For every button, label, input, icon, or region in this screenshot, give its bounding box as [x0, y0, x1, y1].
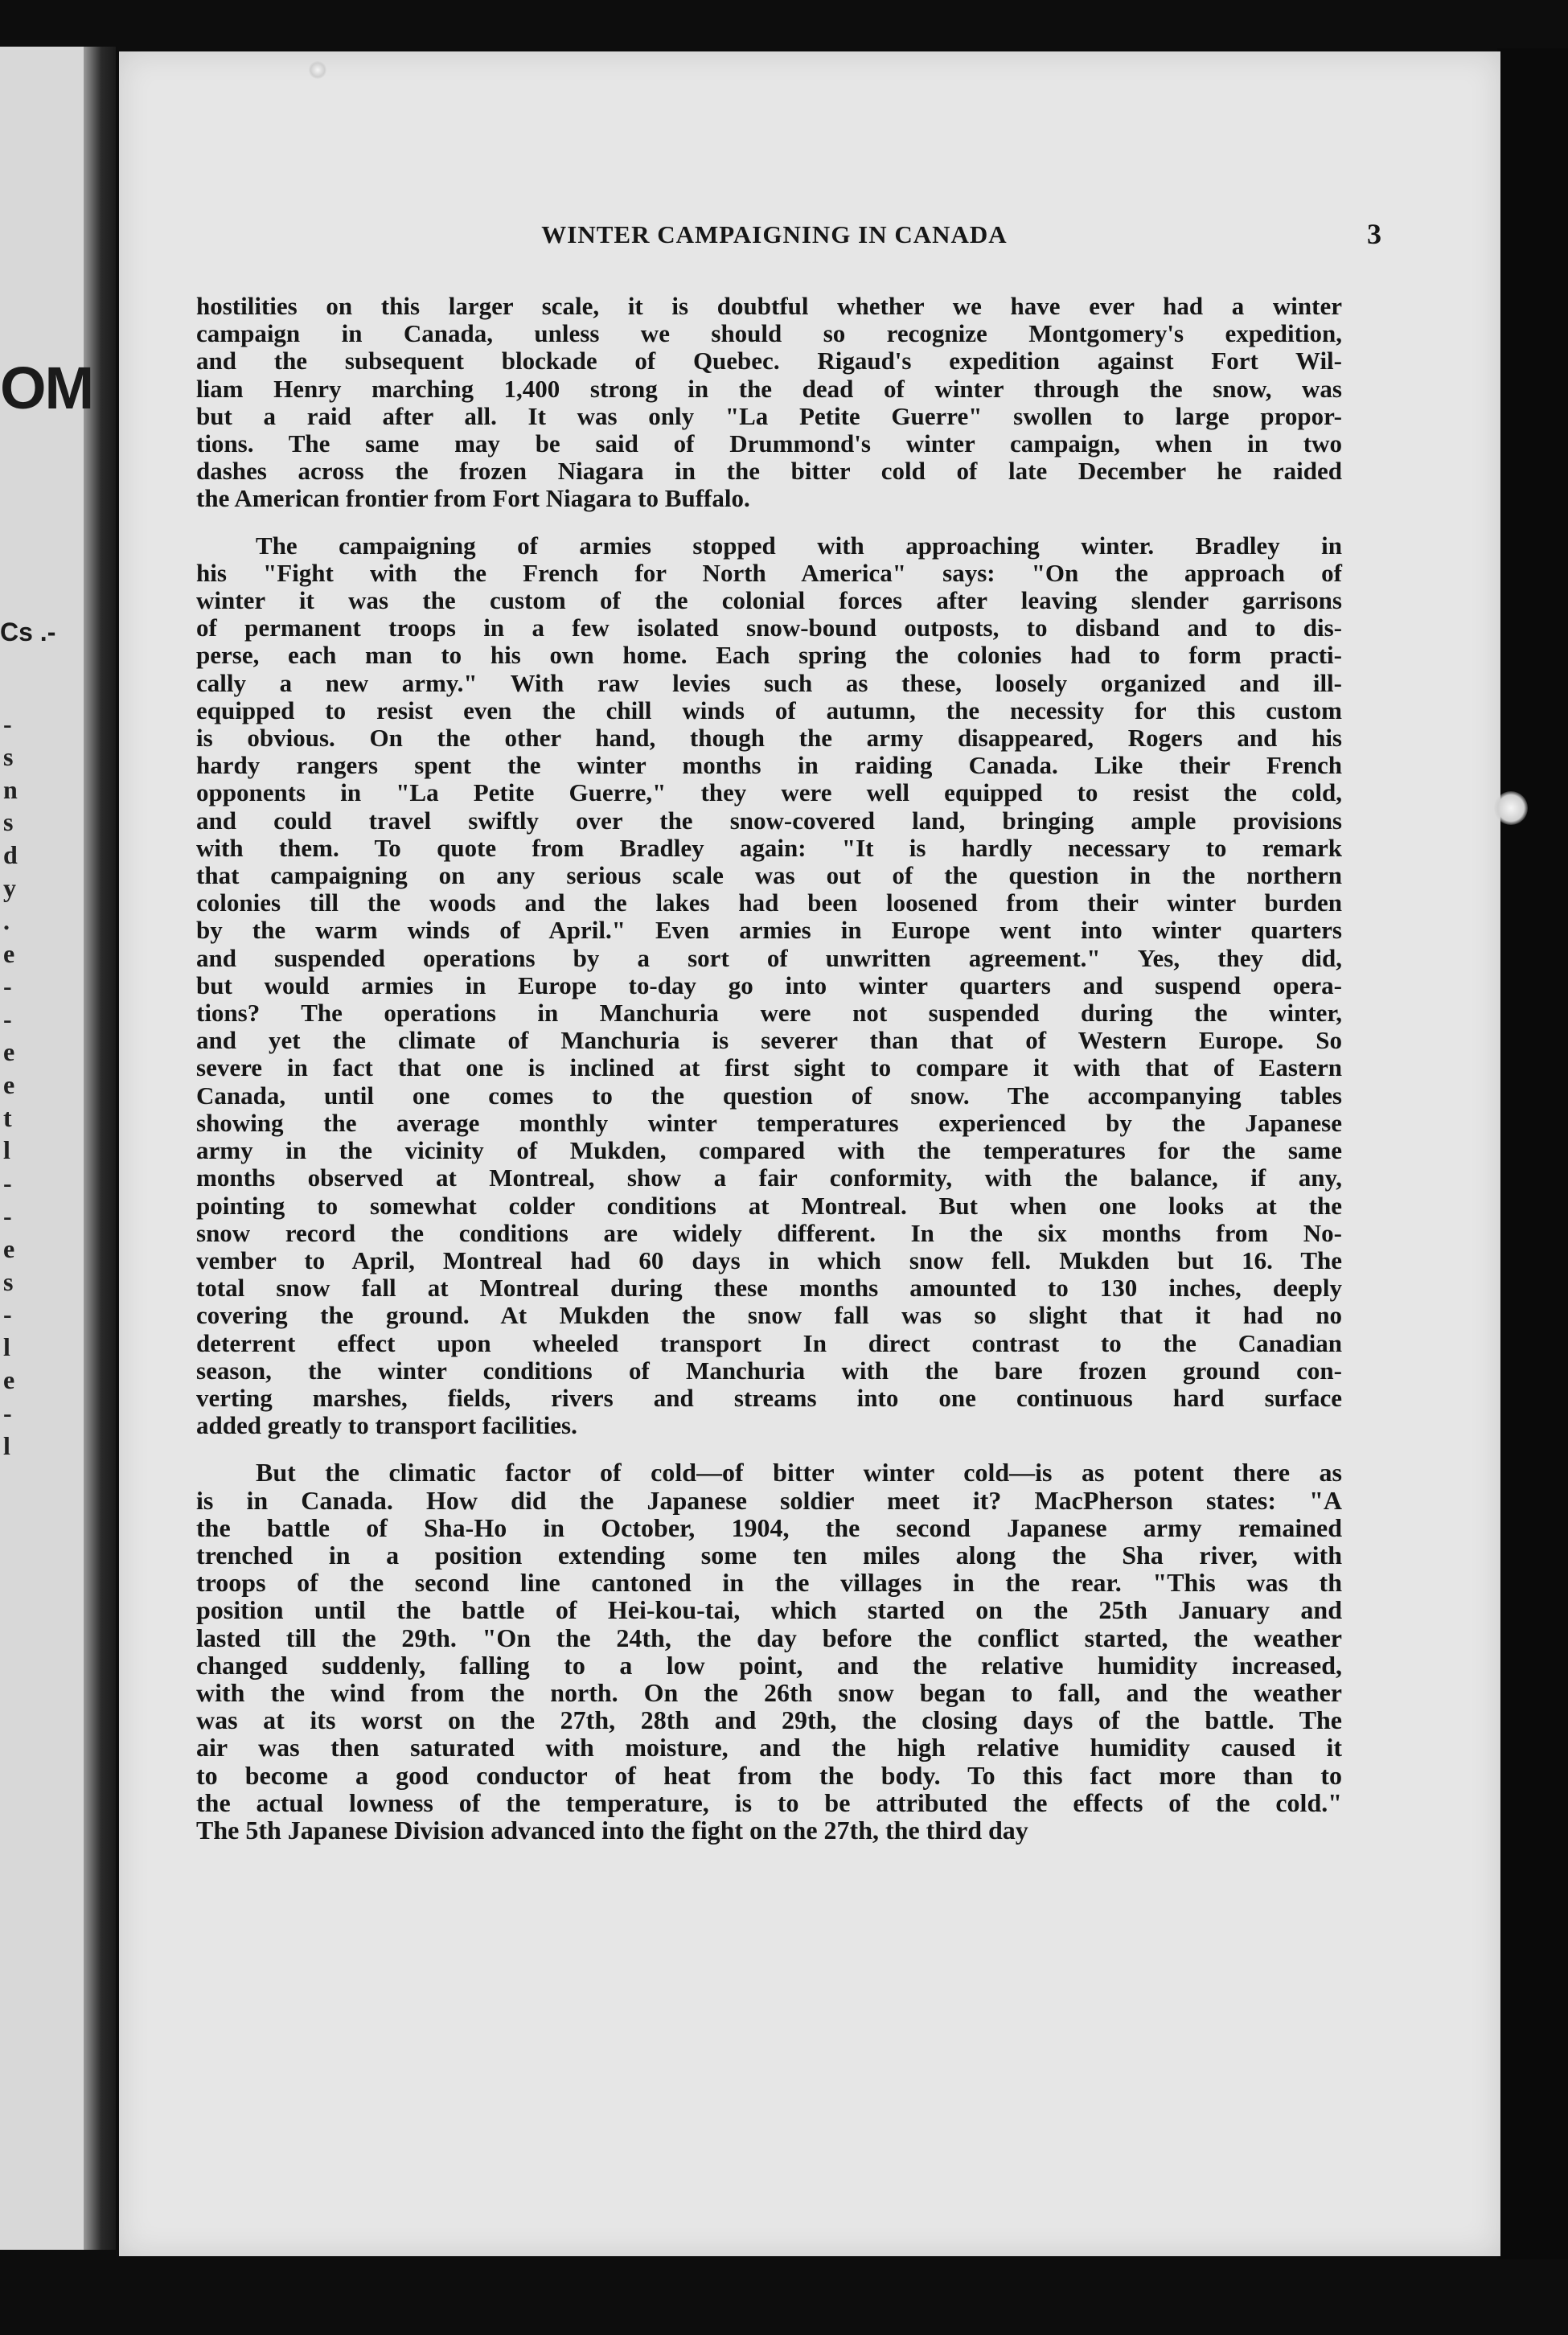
- text-line: But the climatic factor of cold—of bitter winter cold—is as potent there as: [256, 1458, 1342, 1488]
- text-line: of permanent troops in a few isolated snow-bound outposts, to disband and to dis-: [196, 614, 1342, 642]
- running-title: WINTER CAMPAIGNING IN CANADA: [541, 220, 1008, 248]
- text-line: with the wind from the north. On the 26th snow began to fall, and the weather: [196, 1677, 1342, 1707]
- left-page-letter: -: [3, 1004, 12, 1034]
- left-page-letter: -: [3, 1397, 12, 1427]
- left-page-letter: l: [3, 1332, 10, 1362]
- left-page-letter: .: [3, 905, 10, 935]
- page-number: 3: [1367, 218, 1381, 250]
- text-line: the actual lowness of the temperature, is to be attributed the effects of the cold.": [196, 1787, 1342, 1817]
- text-line: season, the winter conditions of Manchuria with the bare frozen ground con-: [196, 1356, 1342, 1385]
- left-page-letter: s: [3, 807, 14, 837]
- left-page-letter: -: [3, 1168, 12, 1198]
- left-page-letter: s: [3, 741, 14, 771]
- text-line: trenched in a position extending some ten miles along the Sha river, with: [196, 1540, 1342, 1570]
- text-line: colonies till the woods and the lakes had been loosened from their winter burden: [196, 888, 1342, 917]
- left-page-letter: -: [3, 1299, 12, 1329]
- left-page-letter: -: [3, 971, 12, 1001]
- text-line: is in Canada. How did the Japanese soldier meet it? MacPherson states: "A: [196, 1485, 1342, 1515]
- text-line: but a raid after all. It was only "La Petite Guerre" swollen to large propor-: [196, 401, 1342, 430]
- text-line: added greatly to transport facilities.: [196, 1411, 577, 1440]
- text-line: dashes across the frozen Niagara in the bitter cold of late December he raided: [196, 457, 1342, 486]
- left-page-letter: l: [3, 1430, 10, 1460]
- text-line: hostilities on this larger scale, it is doubtful whether we have ever had a winter: [196, 292, 1342, 320]
- text-line: The campaigning of armies stopped with approaching winter. Bradley in: [256, 531, 1342, 560]
- paragraph-gap: [196, 513, 1342, 532]
- paragraph: [196, 532, 1342, 1440]
- left-page-heading-fragment: OM: [0, 355, 93, 421]
- text-line: and yet the climate of Manchuria is severer than that of Western Europe. So: [196, 1026, 1342, 1055]
- body-text: [196, 293, 1342, 1844]
- text-line: snow record the conditions are widely different. In the six months from No-: [196, 1218, 1342, 1247]
- text-line: covering the ground. At Mukden the snow fall was so slight that it had no: [196, 1301, 1342, 1330]
- text-line: tions? The operations in Manchuria were not suspended during the winter,: [196, 999, 1342, 1028]
- left-page-letter: e: [3, 938, 15, 968]
- text-line: equipped to resist even the chill winds of autumn, the necessity for this custom: [196, 696, 1342, 724]
- text-line: campaign in Canada, unless we should so recognize Montgomery's expedition,: [196, 319, 1342, 348]
- left-page-letter: e: [3, 1233, 15, 1263]
- scan-border: [1497, 48, 1568, 2259]
- text-line: tions. The same may be said of Drummond's winter campaign, when in two: [196, 429, 1342, 458]
- left-page-letter: n: [3, 774, 18, 804]
- text-line: air was then saturated with moisture, and the high relative humidity caused it: [196, 1733, 1342, 1763]
- paper-blemish: [1494, 791, 1528, 825]
- text-line: vember to April, Montreal had 60 days in which snow fell. Mukden but 16. The: [196, 1245, 1342, 1274]
- text-line: showing the average monthly winter temperatures experienced by the Japanese: [196, 1108, 1342, 1137]
- left-page-letter: d: [3, 840, 18, 870]
- text-line: but would armies in Europe to-day go into winter quarters and suspend opera-: [196, 971, 1342, 999]
- left-page-letter: y: [3, 872, 16, 902]
- left-page-letter: -: [3, 709, 12, 738]
- left-page-letter: s: [3, 1266, 14, 1296]
- text-line: troops of the second line cantoned in the villages in the rear. "This was th: [196, 1568, 1342, 1598]
- text-line: by the warm winds of April." Even armies in Europe went into winter quarters: [196, 916, 1342, 945]
- paragraph: [196, 293, 1342, 513]
- text-line: pointing to somewhat colder conditions at Montreal. But when one looks at the: [196, 1191, 1342, 1220]
- text-line: to become a good conductor of heat from the body. To this fact more than to: [196, 1760, 1342, 1790]
- document-page: [119, 51, 1500, 2256]
- left-page-letter: e: [3, 1036, 15, 1066]
- paragraph: [196, 1459, 1342, 1844]
- text-line: and suspended operations by a sort of unwritten agreement." Yes, they did,: [196, 943, 1342, 972]
- left-page-letter: l: [3, 1135, 10, 1165]
- text-line: opponents in "La Petite Guerre," they were well equipped to resist the cold,: [196, 778, 1342, 807]
- text-line: the battle of Sha-Ho in October, 1904, the second Japanese army remained: [196, 1512, 1342, 1542]
- paragraph-gap: [196, 1439, 1342, 1459]
- text-line: The 5th Japanese Division advanced into the fight on the 27th, the third day: [196, 1815, 1028, 1845]
- text-line: severe in fact that one is inclined at first sight to compare it with that of Eastern: [196, 1053, 1342, 1082]
- text-line: cally a new army." With raw levies such as these, loosely organized and ill-: [196, 668, 1342, 697]
- left-page-letter: -: [3, 1200, 12, 1230]
- left-page-line-endings: [3, 708, 51, 1462]
- text-line: hardy rangers spent the winter months in raiding Canada. Like their French: [196, 751, 1342, 780]
- text-line: with them. To quote from Bradley again: "It is hardly necessary to remark: [196, 833, 1342, 862]
- text-line: the American frontier from Fort Niagara to Buffalo.: [196, 484, 750, 513]
- text-line: army in the vicinity of Mukden, compared with the temperatures for the same: [196, 1136, 1342, 1165]
- text-line: that campaigning on any serious scale was out of the question in the northern: [196, 861, 1342, 890]
- text-line: his "Fight with the French for North America" says: "On the approach of: [196, 558, 1342, 587]
- text-line: verting marshes, fields, rivers and streams into one continuous hard surface: [196, 1383, 1342, 1412]
- left-page-letter: e: [3, 1069, 15, 1099]
- text-line: perse, each man to his own home. Each spring the colonies had to form practi-: [196, 641, 1342, 670]
- text-line: winter it was the custom of the colonial forces after leaving slender garrisons: [196, 586, 1342, 615]
- text-line: Canada, until one comes to the question of snow. The accompanying tables: [196, 1081, 1342, 1110]
- text-line: and could travel swiftly over the snow-covered land, bringing ample provisions: [196, 806, 1342, 835]
- text-line: months observed at Montreal, show a fair conformity, with the balance, if any,: [196, 1163, 1342, 1192]
- text-line: lasted till the 29th. "On the 24th, the day before the conflict started, the weather: [196, 1623, 1342, 1652]
- text-line: position until the battle of Hei-kou-tai, which started on the 25th January and: [196, 1595, 1342, 1625]
- text-line: deterrent effect upon wheeled transport In direct contrast to the Canadian: [196, 1328, 1342, 1357]
- text-line: total snow fall at Montreal during these months amounted to 130 inches, deeply: [196, 1274, 1342, 1303]
- text-line: changed suddenly, falling to a low point, and the relative humidity increased,: [196, 1650, 1342, 1680]
- text-line: is obvious. On the other hand, though the army disappeared, Rogers and his: [196, 724, 1342, 753]
- text-line: and the subsequent blockade of Quebec. Rigaud's expedition against Fort Wil-: [196, 347, 1342, 375]
- text-line: was at its worst on the 27th, 28th and 29th, the closing days of the battle. The: [196, 1705, 1342, 1735]
- paper-blemish: [309, 61, 326, 79]
- left-page-text-fragment: Cs .-: [0, 618, 56, 646]
- text-line: liam Henry marching 1,400 strong in the dead of winter through the snow, was: [196, 374, 1342, 403]
- left-page-letter: t: [3, 1102, 12, 1132]
- left-page-letter: e: [3, 1364, 15, 1394]
